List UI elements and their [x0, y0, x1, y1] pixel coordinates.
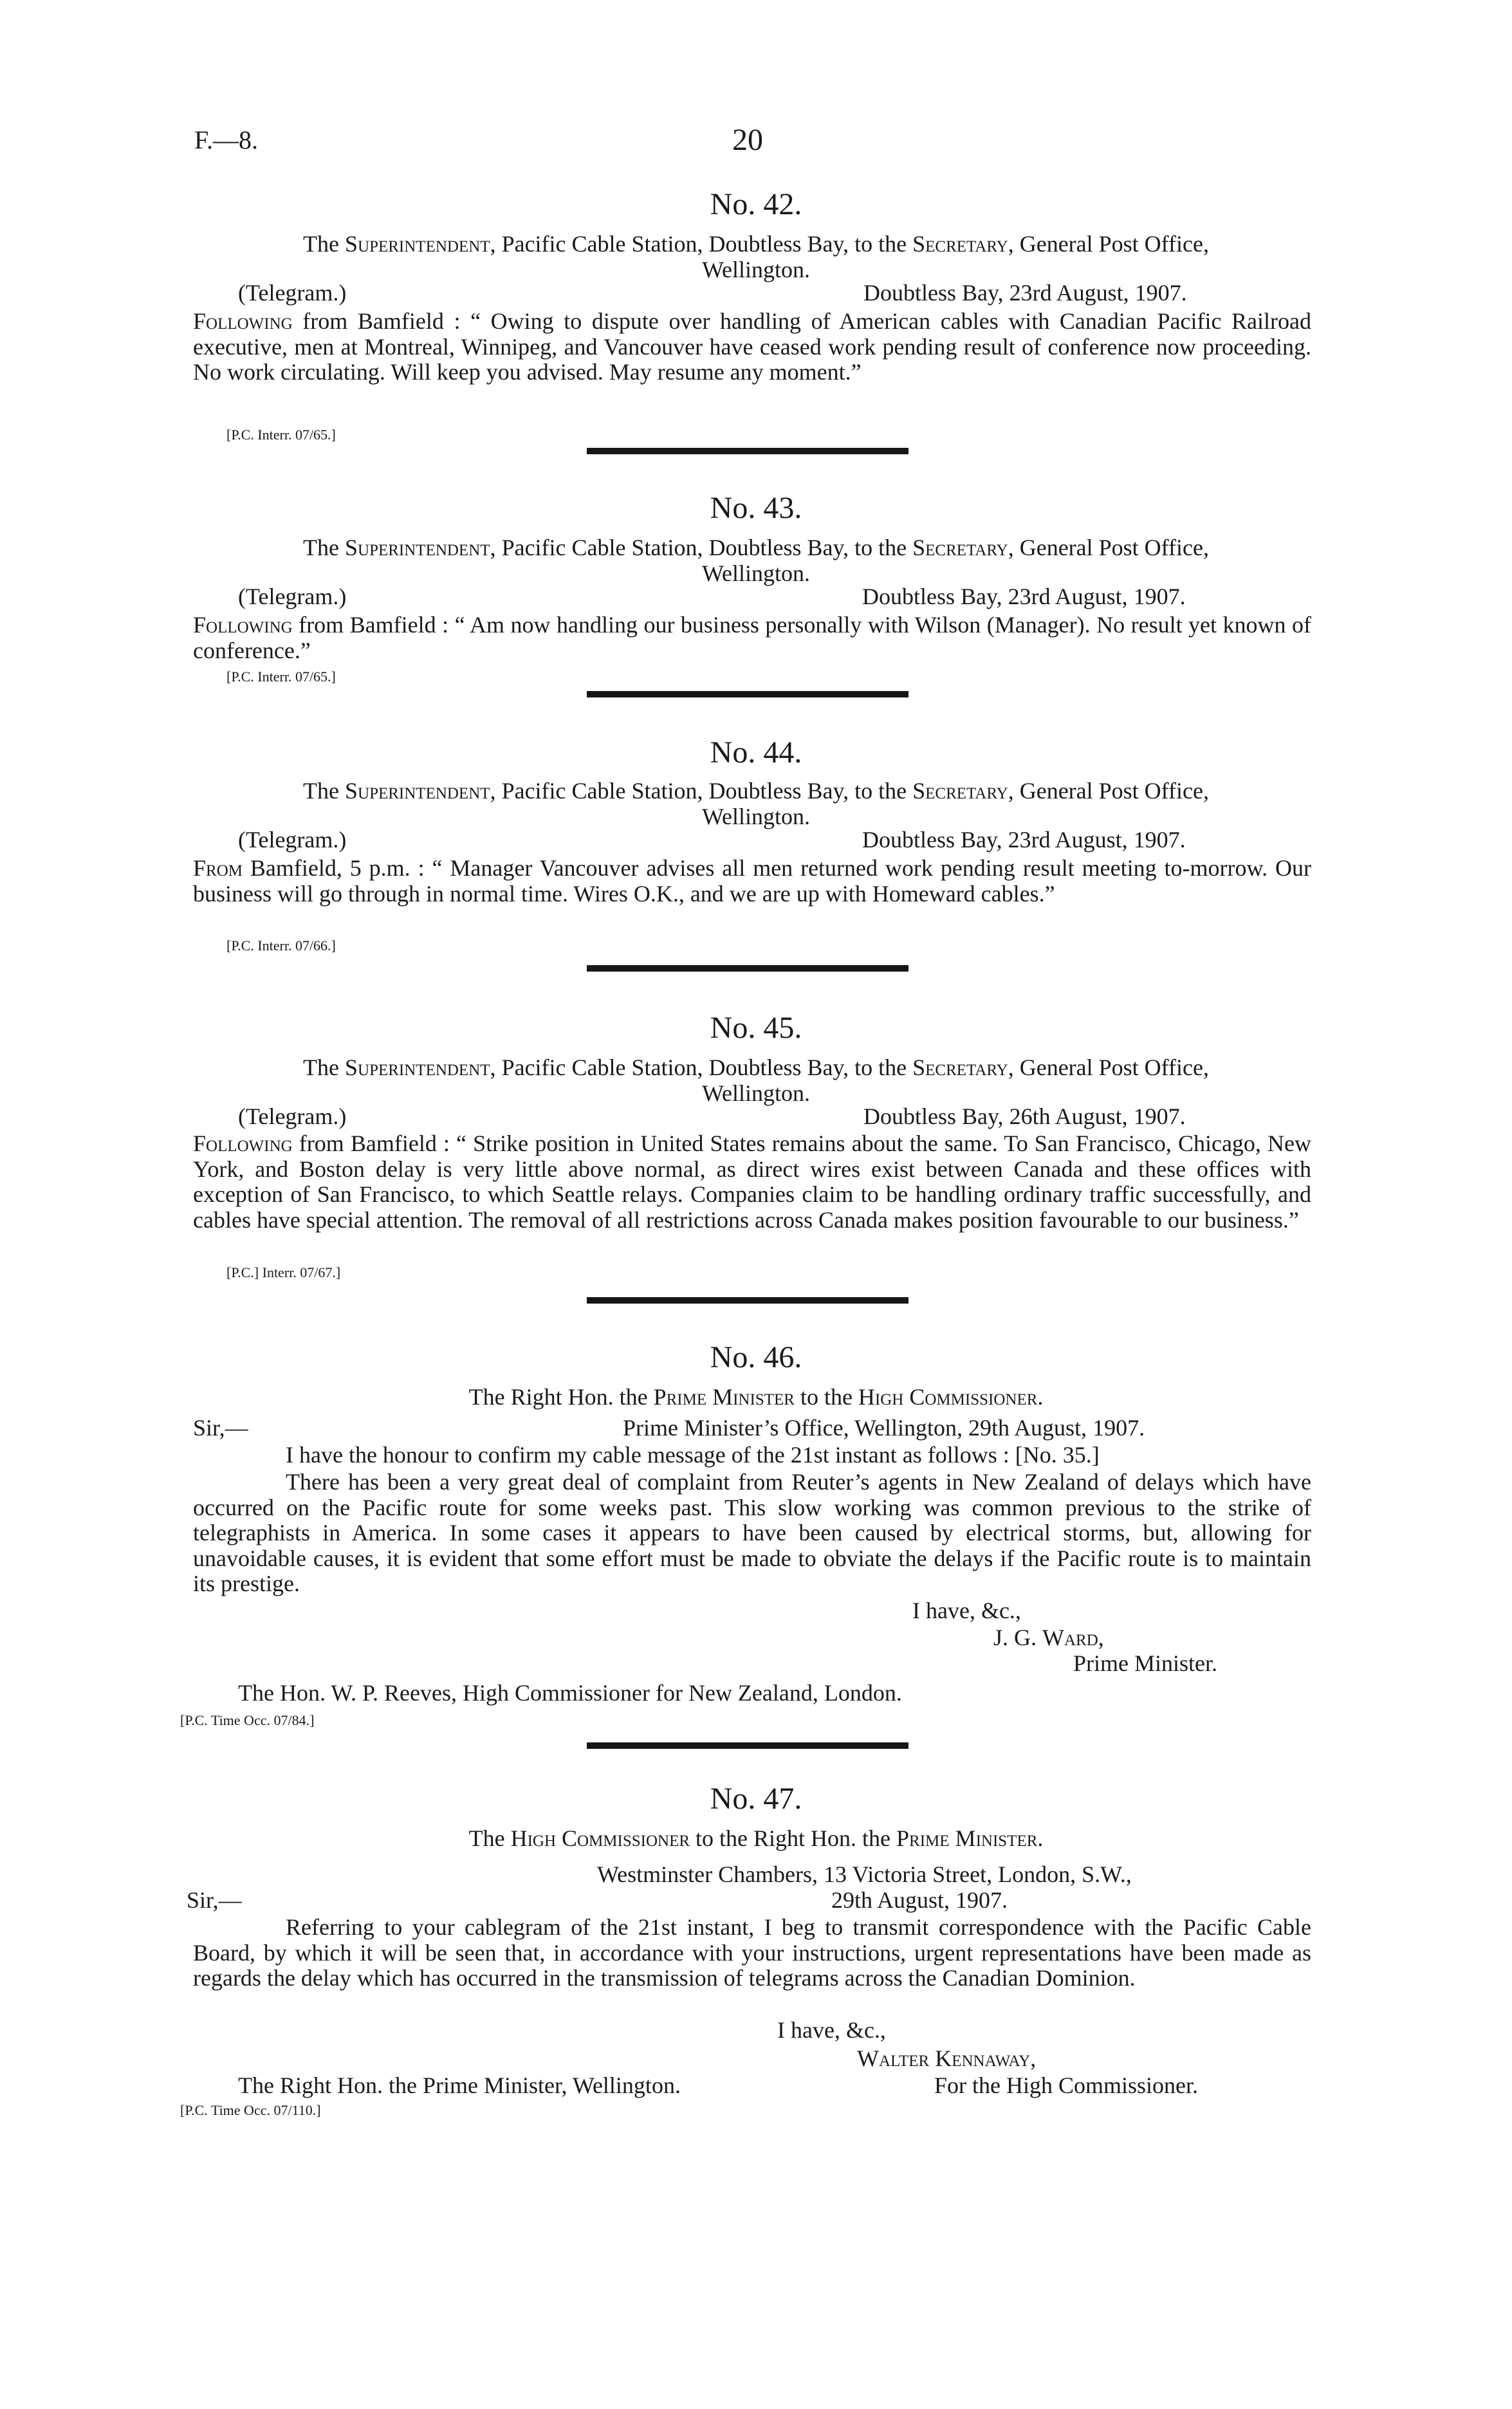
message-number: No. 47. — [710, 1782, 802, 1816]
message-heading: The Superintendent, Pacific Cable Station, Doubtless Bay, to the Secretary, General Post Office, Wellington. — [303, 1055, 1209, 1106]
salutation: Sir,— — [187, 1887, 242, 1913]
signer-title: Prime Minister. — [1073, 1650, 1217, 1676]
letter-addressee: The Hon. W. P. Reeves, High Commissioner for New Zealand, London. — [238, 1680, 902, 1706]
letter-date: 29th August, 1907. — [831, 1887, 1008, 1913]
section-divider — [587, 691, 908, 697]
letter-signature: Walter Kennaway, — [857, 2045, 1037, 2071]
message-body: From Bamfield, 5 p.m. : “ Manager Vancouver advises all men returned work pending result meeting to-morrow. Our business will go through in normal time. Wires O.K., and we are up with Homeward cables.” — [193, 855, 1311, 907]
message-type: (Telegram.) — [238, 280, 347, 306]
file-reference: [P.C. Interr. 07/66.] — [226, 937, 336, 954]
message-date: Doubtless Bay, 23rd August, 1907. — [862, 584, 1186, 609]
message-heading: The Right Hon. the Prime Minister to the High Commissioner. — [468, 1384, 1044, 1410]
letter-closing: I have, &c., — [777, 2017, 886, 2043]
salutation: Sir,— — [193, 1415, 248, 1441]
section-divider — [587, 965, 908, 972]
file-reference: [P.C. Time Occ. 07/110.] — [180, 2102, 321, 2118]
message-heading: The High Commissioner to the Right Hon. the Prime Minister. — [468, 1825, 1044, 1851]
message-date: Doubtless Bay, 23rd August, 1907. — [863, 280, 1187, 306]
message-date: Doubtless Bay, 26th August, 1907. — [863, 1103, 1186, 1129]
message-number: No. 44. — [710, 735, 802, 770]
letter-paragraph: There has been a very great deal of complaint from Reuter’s agents in New Zealand of delays which have occurred on the Pacific route for some weeks past. This slow working was common previous to the strike of telegraphists in America. In some cases it appears to have been caused by electrical storms, but, allowing for unavoidable causes, it is evident that some effort must be made to obviate the delays if the Pacific route is to maintain its prestige. — [193, 1469, 1311, 1597]
message-number: No. 42. — [710, 187, 802, 221]
file-reference: [P.C.] Interr. 07/67.] — [226, 1264, 341, 1280]
letter-addressee: The Right Hon. the Prime Minister, Wellington. — [238, 2072, 681, 2098]
letter-paragraph: Referring to your cablegram of the 21st instant, I beg to transmit correspondence with the Pacific Cable Board, by which it will be seen that, in accordance with your instructions, urgent representations have been made as regards the delay which has occurred in the transmission of telegrams across the Canadian Dominion. — [193, 1914, 1311, 1991]
message-body: Following from Bamfield : “ Owing to dispute over handling of American cables with Canadian Pacific Railroad executive, men at Montreal, Winnipeg, and Vancouver have ceased work pending result of conference now proceeding. No work circulating. Will keep you advised. May resume any moment.” — [193, 308, 1311, 385]
message-heading: The Superintendent, Pacific Cable Station, Doubtless Bay, to the Secretary, General Post Office, Wellington. — [303, 535, 1209, 586]
letter-signature: J. G. Ward, — [993, 1625, 1104, 1650]
letter-address: Westminster Chambers, 13 Victoria Street, London, S.W., — [597, 1861, 1132, 1887]
letter-closing: I have, &c., — [912, 1598, 1021, 1623]
message-type: (Telegram.) — [238, 584, 347, 609]
letter-paragraph: I have the honour to confirm my cable message of the 21st instant as follows : [No. 35.] — [286, 1442, 1100, 1468]
page-number: 20 — [732, 123, 763, 157]
section-divider — [587, 1297, 908, 1304]
message-type: (Telegram.) — [238, 1103, 347, 1129]
section-divider — [587, 1742, 908, 1749]
file-reference: [P.C. Interr. 07/65.] — [226, 427, 336, 443]
message-body: Following from Bamfield : “ Am now handling our business personally with Wilson (Manager). No result yet known of conference.” — [193, 612, 1311, 663]
file-reference: [P.C. Time Occ. 07/84.] — [180, 1712, 315, 1728]
message-number: No. 43. — [710, 491, 802, 525]
message-body: Following from Bamfield : “ Strike position in United States remains about the same. To San Francisco, Chicago, New York, and Boston delay is very little above normal, as direct wires exist between Canada and these offices with exception of San Francisco, to which Seattle relays. Companies claim to be handling ordinary traffic successfully, and cables have special attention. The removal of all restrictions across Canada makes position favourable to our business.” — [193, 1131, 1311, 1233]
signer-title: For the High Commissioner. — [934, 2072, 1199, 2098]
message-heading: The Superintendent, Pacific Cable Station, Doubtless Bay, to the Secretary, General Post Office, Wellington. — [303, 231, 1209, 282]
document-reference: F.—8. — [194, 125, 259, 154]
message-type: (Telegram.) — [238, 827, 347, 853]
message-number: No. 46. — [710, 1340, 802, 1374]
message-number: No. 45. — [710, 1011, 802, 1045]
letter-address: Prime Minister’s Office, Wellington, 29th August, 1907. — [623, 1415, 1145, 1441]
section-divider — [587, 448, 908, 454]
message-date: Doubtless Bay, 23rd August, 1907. — [862, 827, 1186, 853]
file-reference: [P.C. Interr. 07/65.] — [226, 669, 336, 685]
message-heading: The Superintendent, Pacific Cable Station, Doubtless Bay, to the Secretary, General Post Office, Wellington. — [303, 778, 1209, 829]
